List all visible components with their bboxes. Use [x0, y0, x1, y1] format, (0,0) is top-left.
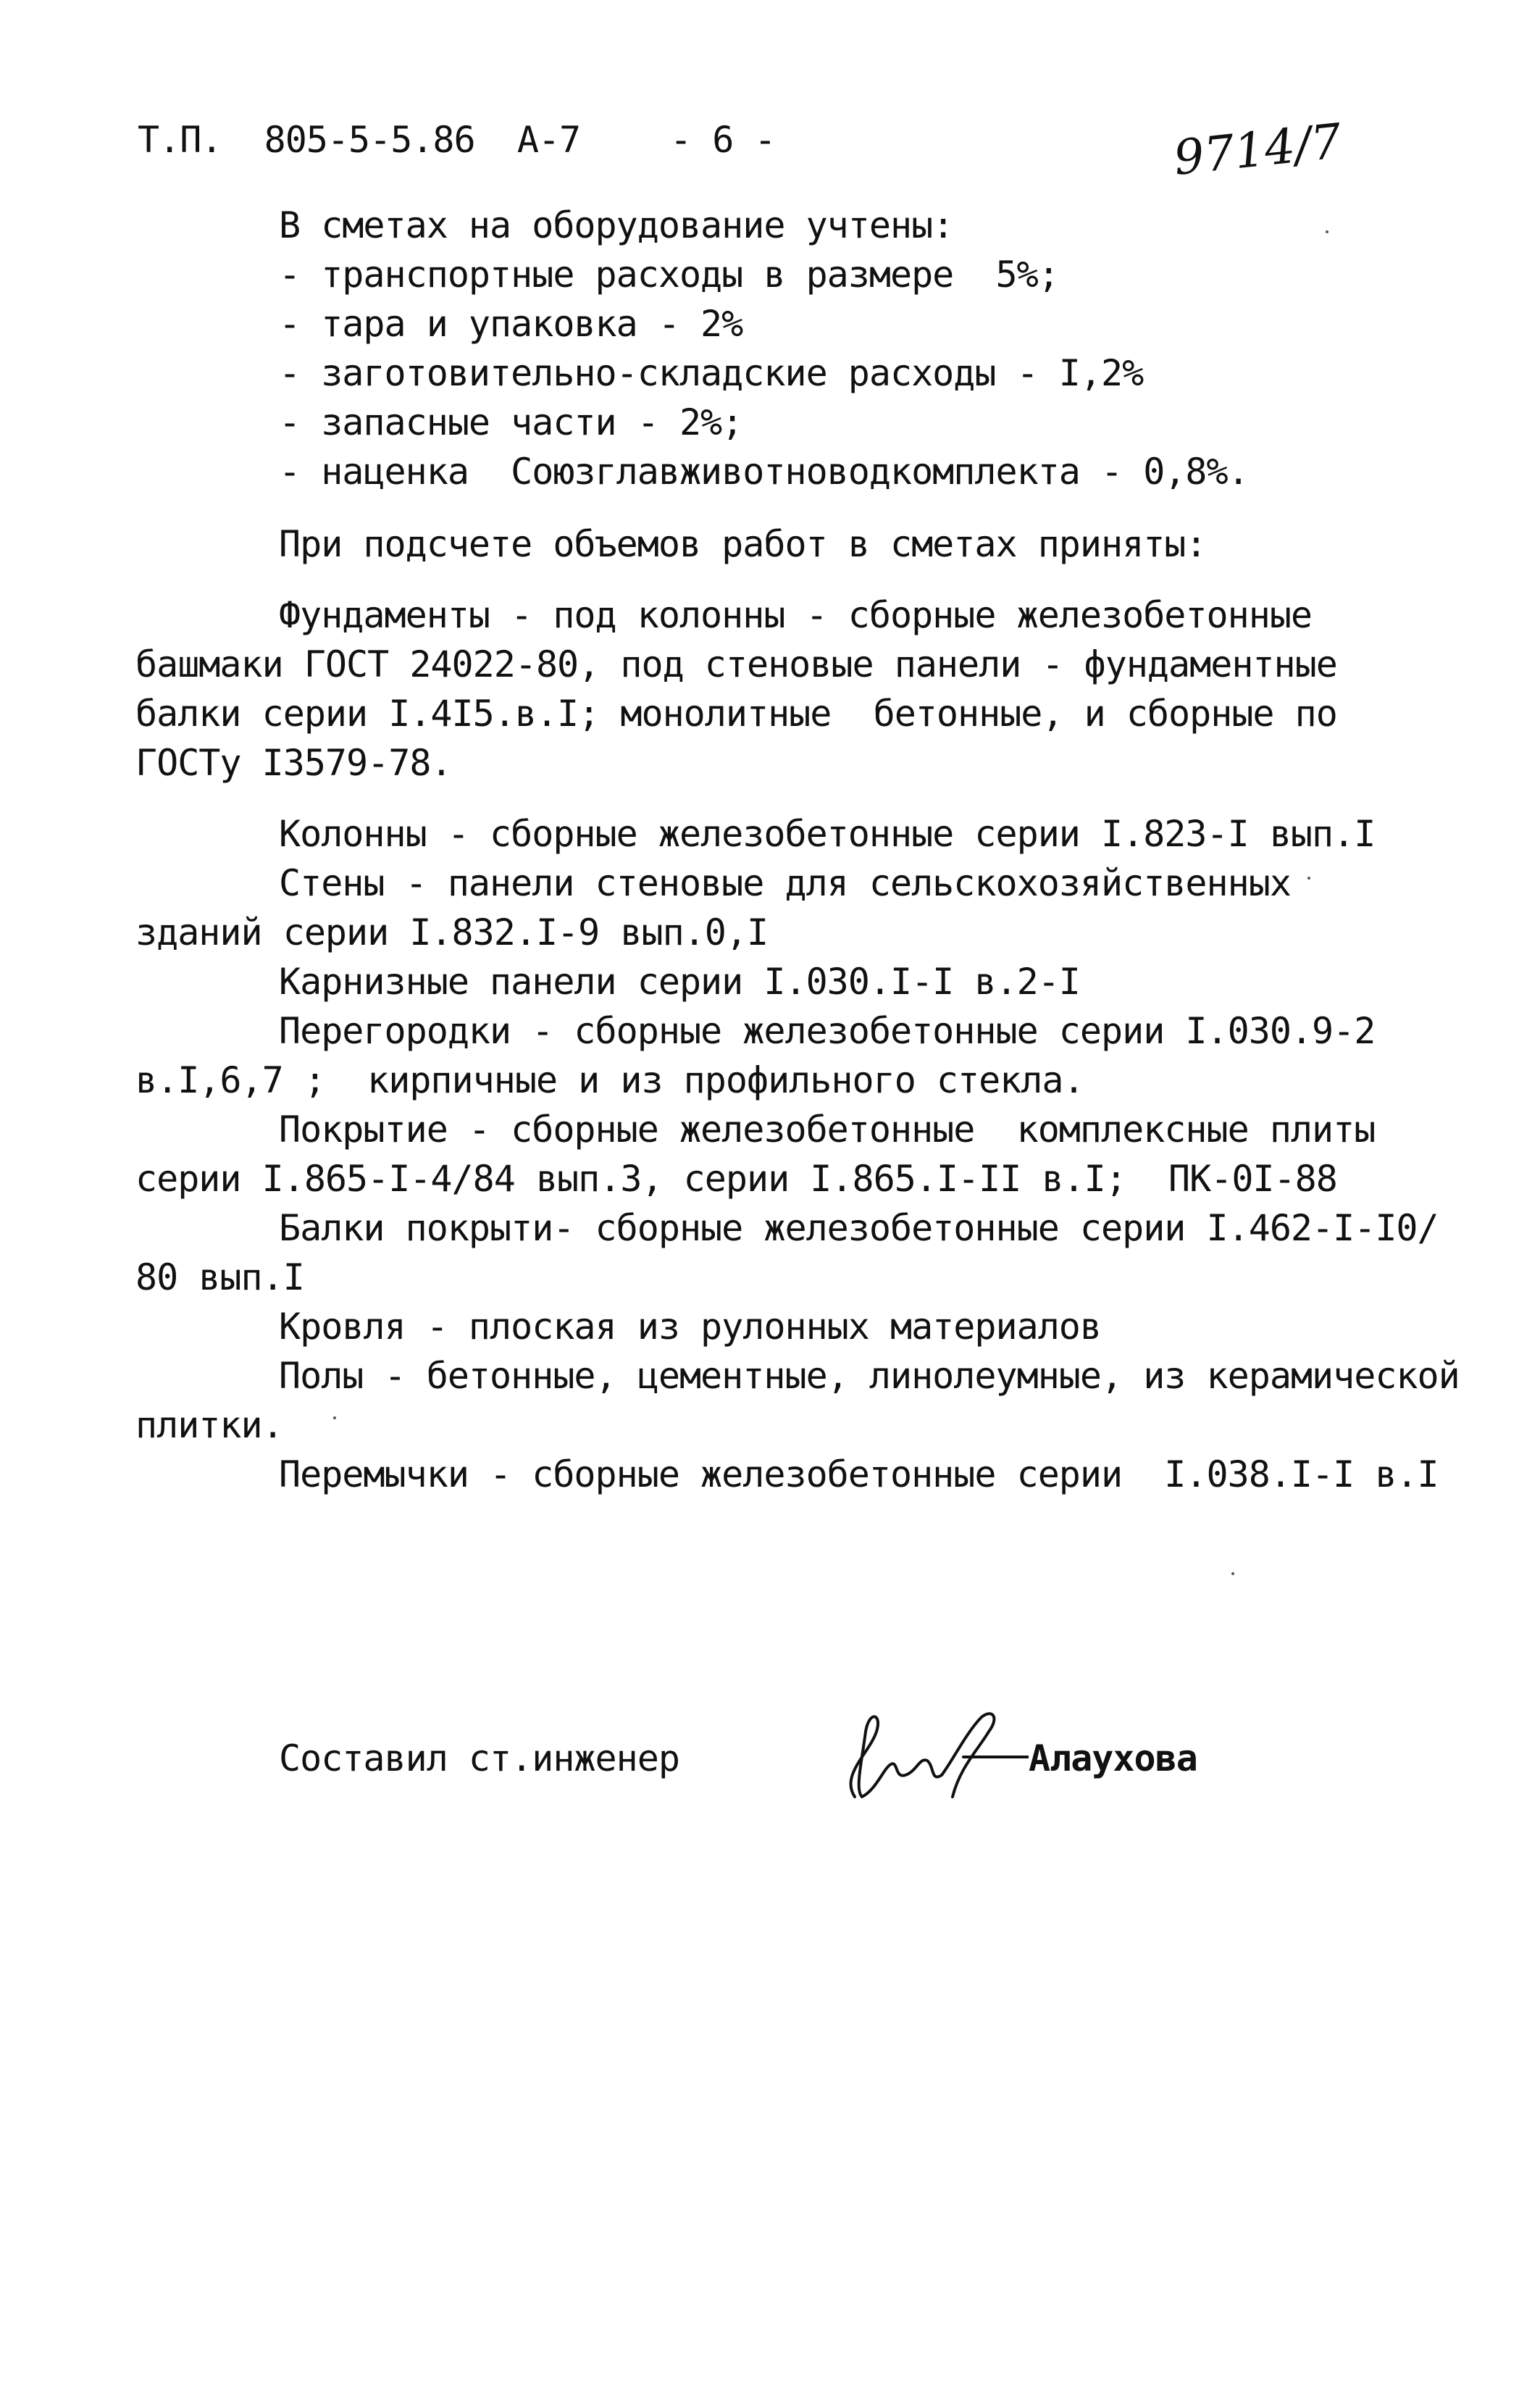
- spec-line: Перемычки - сборные железобетонные серии I.038.I-I в.I: [279, 1453, 1439, 1495]
- page-number: - 6 -: [670, 119, 776, 161]
- scan-speck: [1326, 230, 1328, 233]
- equipment-item: - тара и упаковка - 2%: [279, 303, 743, 345]
- spec-line: зданий серии I.832.I-9 вып.0,I: [135, 911, 769, 953]
- scan-speck: [1231, 1572, 1234, 1575]
- spec-line: серии I.865-I-4/84 вып.3, серии I.865.I-II в.I; ПК-0I-88: [135, 1158, 1337, 1200]
- signature-name: Алаухова: [1029, 1737, 1197, 1779]
- spec-line: Перегородки - сборные железобетонные серии I.030.9-2: [279, 1010, 1376, 1052]
- spec-line: Балки покрыти- сборные железобетонные серии I.462-I-I0/: [279, 1207, 1439, 1249]
- spec-line: Покрытие - сборные железобетонные комплексные плиты: [279, 1109, 1376, 1151]
- signature-scribble: [826, 1688, 1029, 1819]
- spec-line: Карнизные панели серии I.030.I-I в.2-I: [279, 961, 1080, 1003]
- equipment-item: - запасные части - 2%;: [279, 401, 743, 443]
- signature-role: Составил ст.инженер: [279, 1737, 679, 1779]
- equipment-item: - транспортные расходы в размере 5%;: [279, 254, 1059, 296]
- spec-line: Стены - панели стеновые для сельскохозяйственных: [279, 862, 1291, 904]
- doc-reference: Т.П. 805-5-5.86 А-7: [138, 119, 581, 161]
- spec-line: плитки.: [135, 1404, 283, 1446]
- spec-line: в.I,6,7 ; кирпичные и из профильного стекла.: [135, 1059, 1084, 1101]
- foundations-line: Фундаменты - под колонны - сборные железобетонные: [279, 594, 1313, 636]
- equipment-item: - заготовительно-складские расходы - I,2%: [279, 352, 1144, 394]
- spec-line: 80 вып.I: [135, 1256, 304, 1298]
- spec-line: Кровля - плоская из рулонных материалов: [279, 1306, 1101, 1348]
- spec-line: Полы - бетонные, цементные, линолеумные, из керамической: [279, 1355, 1460, 1397]
- equipment-item: - наценка Союзглавживотноводкомплекта - 0,8%.: [279, 451, 1249, 493]
- volumes-intro: При подсчете объемов работ в сметах приняты:: [279, 523, 1207, 565]
- spec-line: Колонны - сборные железобетонные серии I.823-I вып.I: [279, 813, 1376, 855]
- archive-number: 9714/7: [1171, 113, 1344, 186]
- foundations-line: башмаки ГОСТ 24022-80, под стеновые панели - фундаментные: [135, 643, 1337, 685]
- equipment-intro: В сметах на оборудование учтены:: [279, 204, 954, 246]
- foundations-line: ГОСТу I3579-78.: [135, 742, 452, 784]
- scan-speck: [333, 1416, 336, 1419]
- foundations-line: балки серии I.4I5.в.I; монолитные бетонные, и сборные по: [135, 693, 1337, 735]
- scan-speck: [1307, 877, 1310, 880]
